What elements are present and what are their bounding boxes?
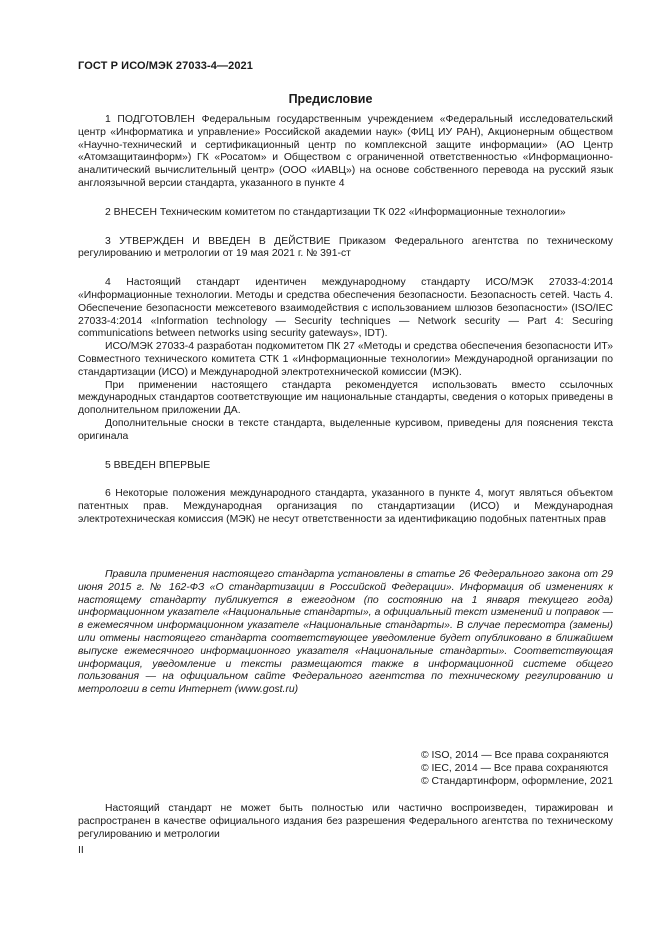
copyright-iec: © IEC, 2014 — Все права сохраняются [420,762,609,774]
preface-paragraph-3: 3 УТВЕРЖДЕН И ВВЕДЕН В ДЕЙСТВИЕ Приказом Федерального агентства по техническому регулированию и метрологии от 19 мая 2021 г. № 391-ст [78,235,613,260]
page-number: II [78,845,84,856]
copyright-standartinform: © Стандартинформ, оформление, 2021 [420,775,613,787]
preface-paragraph-4-national-standards: При применении настоящего стандарта рекомендуется использовать вместо ссылочных международных стандартов соответствующие им национальные стандарты, сведения о которых приведены в дополнительном приложении ДА. [78,379,613,417]
copyright-iso: © ISO, 2014 — Все права сохраняются [420,750,609,761]
preface-paragraph-4-origin: ИСО/МЭК 27033-4 разработан подкомитетом ПК 27 «Методы и средства обеспечения безопасности ИТ» Совместного технического комитета СТК 1 «Информационные технологии» Международной организации по стандартизации (ИСО) и Международной электротехнической комиссии (МЭК). [78,341,613,378]
reproduction-notice-text: Настоящий стандарт не может быть полностью или частично воспроизведен, тиражирован и распространен в качестве официального издания без разрешения Федерального агентства по техническому регулированию и метрологии [78,803,613,840]
application-rules-notice [78,569,613,697]
preface-paragraph-1: 1 ПОДГОТОВЛЕН Федеральным государственным учреждением «Федеральный исследовательский центр «Информатика и управление» Российской академии наук» (ФИЦ ИУ РАН), Акционерным обществом «Научно-технический и сертификационный центр по комплексной защите информации» (АО Центр «Атомзащитаинформ») ГК «Росатом» и Обществом с ограниченной ответственностью «Информационно-аналитический вычислительный центр» (ООО «ИАВЦ») на основе собственного перевода на русский язык англоязычной версии стандарта, указанного в пункте 4 [78,114,613,189]
reproduction-notice [78,803,613,841]
application-rules-text: Правила применения настоящего стандарта установлены в статье 26 Федерального закона от 29 июня 2015 г. № 162-ФЗ «О стандартизации в Российской Федерации». Информация об изменениях к настоящему стандарту публикуется в ежегодном (по состоянию на 1 января текущего года) информационном указателе «Национальные стандарты», а официальный текст изменений и поправок — в ежемесячном информационном указателе «Национальные стандарты». В случае пересмотра (замены) или отмены настоящего стандарта соответствующее уведомление будет опубликовано в ближайшем выпуске ежемесячного информационного указателя «Национальные стандарты». Соответствующая информация, уведомление и тексты размещаются также в информационной системе общего пользования — на официальном сайте Федерального агентства по техническому регулированию и метрологии в сети Интернет (www.gost.ru) [78,569,613,696]
copyright-block [421,750,613,788]
preface-paragraph-5: 5 ВВЕДЕН ВПЕРВЫЕ [105,459,211,471]
preface-paragraph-4-footnotes: Дополнительные сноски в тексте стандарта, выделенные курсивом, приведены для пояснения текста оригинала [78,417,613,442]
preface-paragraph-2: 2 ВНЕСЕН Техническим комитетом по стандартизации ТК 022 «Информационные технологии» [105,206,566,218]
preface-title: Предисловие [288,92,373,106]
preface-body [78,114,613,527]
standard-id-header: ГОСТ Р ИСО/МЭК 27033-4—2021 [78,60,253,72]
preface-paragraph-6: 6 Некоторые положения международного стандарта, указанного в пункте 4, могут являться объектом патентных прав. Международная организация по стандартизации (ИСО) и Международная электротехническая комиссия (МЭК) не несут ответственности за идентификацию подобных патентных прав [78,488,613,525]
preface-paragraph-4: 4 Настоящий стандарт идентичен международному стандарту ИСО/МЭК 27033-4:2014 «Информационные технологии. Методы и средства обеспечения безопасности. Безопасность сетей. Часть 4. Обеспечение безопасности межсетевого взаимодействия с использованием шлюзов безопасности» (ISO/IEC 27033-4:2014 «Information technology — Security techniques — Network security — Part 4: Securing communications between networks using security gateways», IDT). [78,277,613,340]
